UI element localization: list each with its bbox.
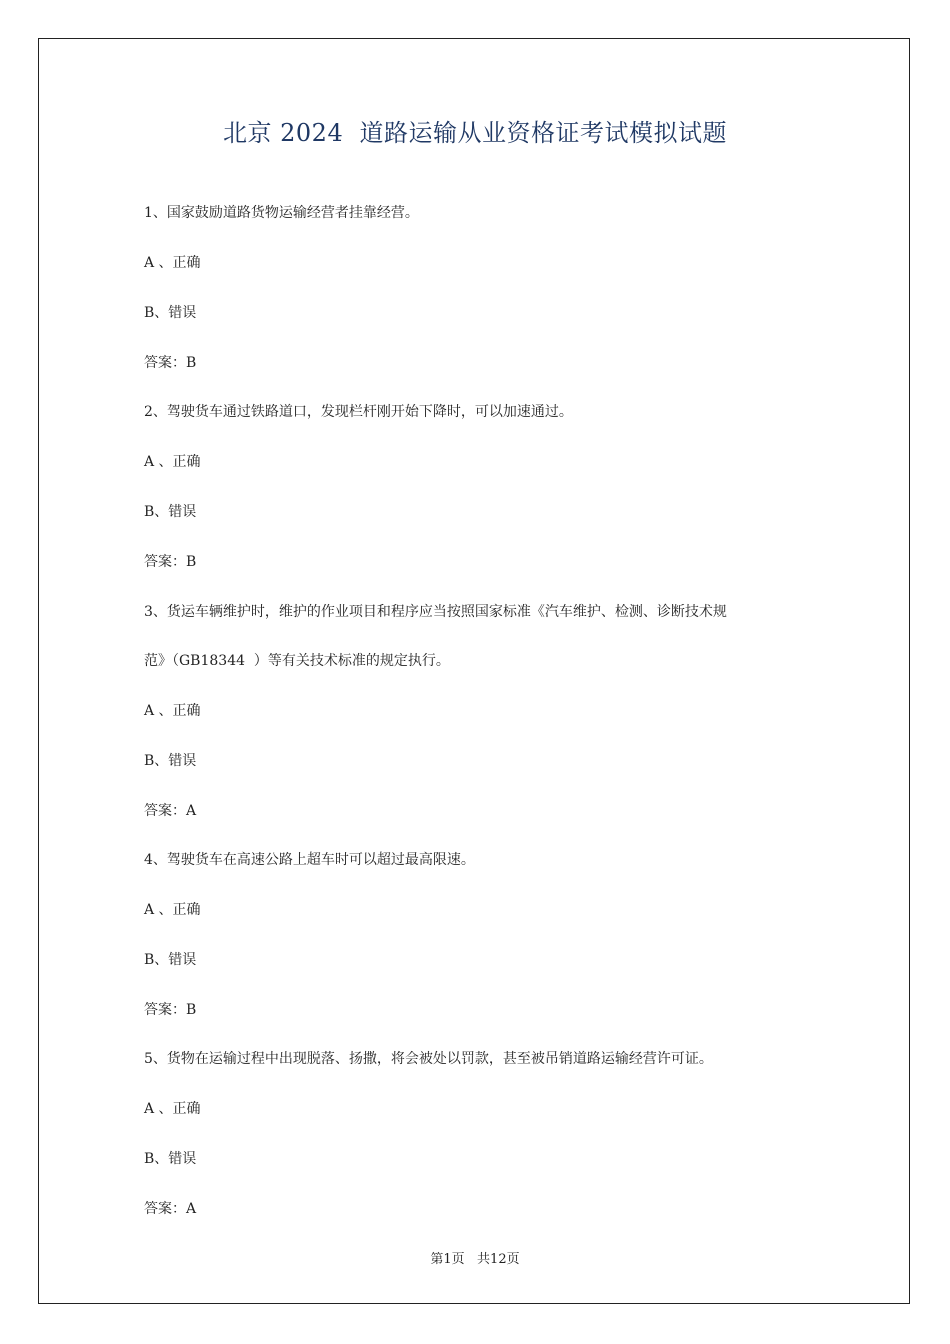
question-4-option-a: A 、正确 — [144, 902, 201, 918]
question-4-answer: 答案：B — [144, 1002, 197, 1018]
question-3-option-a: A 、正确 — [144, 703, 201, 719]
document-title: 北京 2024 道路运输从业资格证考试模拟试题 — [223, 119, 727, 147]
question-1-stem: 1、国家鼓励道路货物运输经营者挂靠经营。 — [144, 205, 419, 221]
question-2-option-a: A 、正确 — [144, 454, 201, 470]
question-2-option-b: B、错误 — [144, 504, 197, 520]
question-2-answer: 答案：B — [144, 554, 197, 570]
question-5-answer: 答案：A — [144, 1201, 197, 1217]
question-5-option-b: B、错误 — [144, 1151, 197, 1167]
question-1-option-b: B、错误 — [144, 305, 197, 321]
page-number-footer: 第1页 共12页 — [430, 1252, 520, 1267]
question-3-option-b: B、错误 — [144, 753, 197, 769]
question-1-option-a: A 、正确 — [144, 255, 201, 271]
question-2-stem: 2、驾驶货车通过铁路道口，发现栏杆刚开始下降时，可以加速通过。 — [144, 404, 573, 420]
question-3-answer: 答案：A — [144, 803, 197, 819]
question-4-stem: 4、驾驶货车在高速公路上超车时可以超过最高限速。 — [144, 852, 475, 868]
question-5-stem: 5、货物在运输过程中出现脱落、扬撒，将会被处以罚款，甚至被吊销道路运输经营许可证。 — [144, 1051, 713, 1067]
question-4-option-b: B、错误 — [144, 952, 197, 968]
question-5-option-a: A 、正确 — [144, 1101, 201, 1117]
question-3-stem-line-2: 范》（GB18344 ）等有关技术标准的规定执行。 — [144, 653, 450, 669]
question-3-stem-line-1: 3、货运车辆维护时，维护的作业项目和程序应当按照国家标准《汽车维护、检测、诊断技术规 — [144, 604, 727, 620]
question-1-answer: 答案：B — [144, 355, 197, 371]
